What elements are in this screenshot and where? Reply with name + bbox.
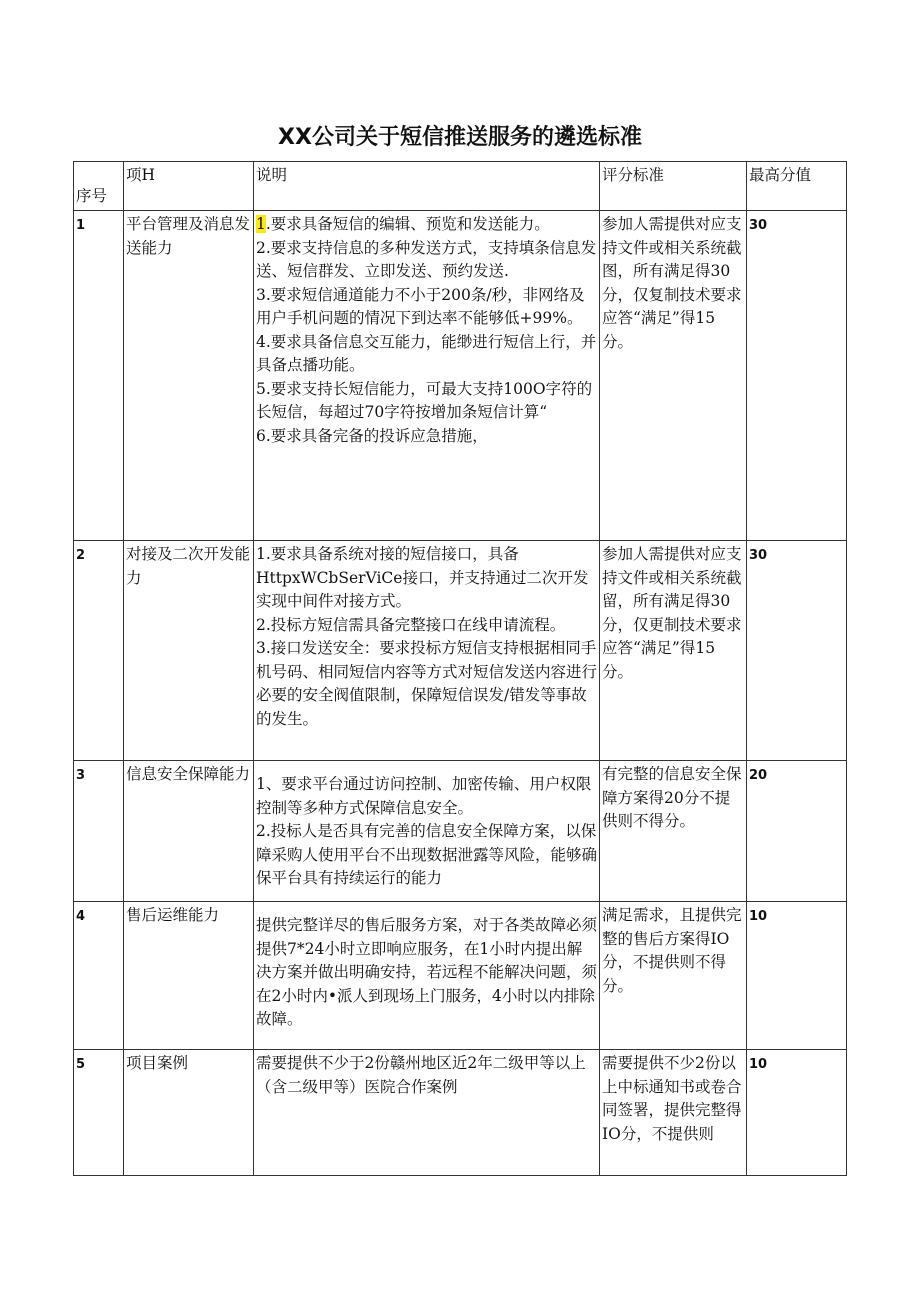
table-row <box>74 211 847 541</box>
row-max: 10 <box>747 902 847 1050</box>
table-row <box>74 1050 847 1176</box>
row-item: 项目案例 <box>124 1050 254 1176</box>
table-row <box>74 541 847 761</box>
row-desc: 1.要求具备短信的编辑、预览和发送能力。 2.要求支持信息的多种发送方式，支持填条信息发送、短信群发、立即发送、预约发送. 3.要求短信通道能力不小于200条/秒，非网络及用户手机问题的情况下到达率不能够低+99%。 4.要求具备信息交互能力，能缈进行短信上行，并具备点播功能。 5.要求支持长短信能力，可最大支持100O字符的长短信，每超过70字符按增加条短信计算“ 6.要求具备完备的投诉应急措施， <box>254 211 600 541</box>
header-no: 序号 <box>74 162 124 211</box>
row-item: 信息安全保障能力 <box>124 761 254 902</box>
row-max: 20 <box>747 761 847 902</box>
header-max: 最高分值 <box>747 162 847 211</box>
row-max: 30 <box>747 541 847 761</box>
row-desc: 1.要求具备系统对接的短信接口，具备HttpxWCbSerViCe接口，并支持通过二次开发实现中间件对接方式。 2.投标方短信需具备完整接口在线申请流程。 3.接口发送安全：要求投标方短信支持根据相同手机号码、相同短信内容等方式对短信发送内容进行必要的安全阀值限制，保障短信误发/错发等事故的发生。 <box>254 541 600 761</box>
highlight-mark: 1 <box>256 215 266 233</box>
header-standard: 评分标准 <box>600 162 747 211</box>
table-row <box>74 761 847 902</box>
row-desc: 1、要求平台通过访问控制、加密传输、用户权限控制等多种方式保障信息安全。 2.投标人是否具有完善的信息安全保障方案，以保障采购人使用平台不出现数据泄露等风险，能够确保平台具有持续运行的能力 <box>254 761 600 902</box>
row-max: 30 <box>747 211 847 541</box>
table-header-row <box>74 162 847 211</box>
row-item: 平台管理及消息发送能力 <box>124 211 254 541</box>
row-standard: 参加人需提供对应支持文件或相关系统截留，所有满足得30分，仅更制技术要求应答“满足”得15分。 <box>600 541 747 761</box>
row-no: 5 <box>74 1050 124 1176</box>
row-desc: 需要提供不少于2份赣州地区近2年二级甲等以上（含二级甲等）医院合作案例 <box>254 1050 600 1176</box>
row-no: 1 <box>74 211 124 541</box>
row-standard: 参加人需提供对应支持文件或相关系统截图，所有满足得30分，仅复制技术要求应答“满足”得15分。 <box>600 211 747 541</box>
criteria-table <box>73 161 847 1176</box>
header-desc: 说明 <box>254 162 600 211</box>
header-item: 项H <box>124 162 254 211</box>
row-standard: 满足需求，且提供完整的售后方案得IO分，不提供则不得分。 <box>600 902 747 1050</box>
row-no: 2 <box>74 541 124 761</box>
row-item: 售后运维能力 <box>124 902 254 1050</box>
row-standard: 需要提供不少2份以上中标通知书或卷合同签署，提供完整得IO分，不提供则 <box>600 1050 747 1176</box>
table-row <box>74 902 847 1050</box>
document-title: XX公司关于短信推送服务的遴选标准 <box>278 125 642 150</box>
row-standard: 有完整的信息安全保障方案得20分不提供则不得分。 <box>600 761 747 902</box>
row-max: 10 <box>747 1050 847 1176</box>
row-no: 3 <box>74 761 124 902</box>
row-item: 对接及二次开发能力 <box>124 541 254 761</box>
row-no: 4 <box>74 902 124 1050</box>
row-desc: 提供完整详尽的售后服务方案，对于各类故障必须提供7*24小时立即响应服务，在1小时内提出解决方案并做出明确安持，若远程不能解决问题，须在2小时内•派人到现场上门服务，4小时以内排除故障。 <box>254 902 600 1050</box>
